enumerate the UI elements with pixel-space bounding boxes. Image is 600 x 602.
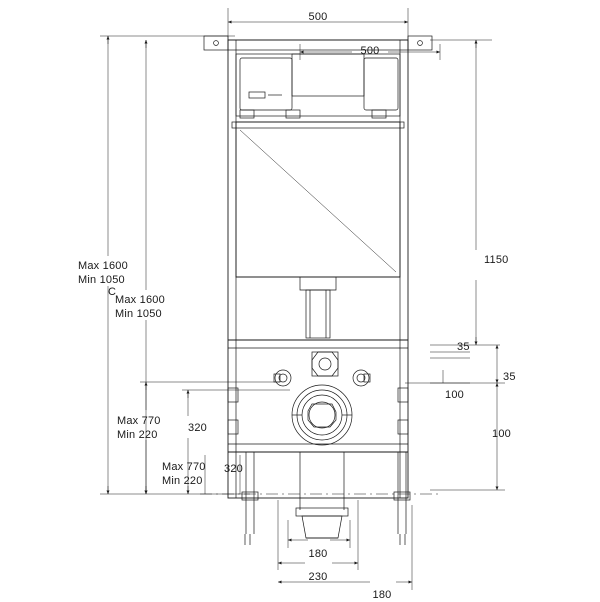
dimension-label-left-low-max-secondary: Max 770: [162, 461, 206, 473]
dimension-label-left-low-min: Min 220: [117, 429, 158, 441]
dimension-label-320-secondary: 320: [224, 463, 243, 475]
dimension-label-bottom-180-inner: 180: [308, 548, 328, 560]
dimension-label-top-width-outer: 500: [308, 11, 328, 23]
dimension-label-left-height-min-secondary: Min 1050: [115, 308, 162, 320]
dimension-label-marker-c: C: [108, 286, 117, 298]
dimension-label-left-height-max: Max 1600: [78, 260, 128, 272]
dimension-label-bottom-180-outer: 180: [372, 589, 392, 601]
dimension-label-offset-100-right: 100: [492, 428, 511, 440]
dimension-label-320: 320: [188, 422, 207, 434]
dimension-label-left-low-max: Max 770: [117, 415, 161, 427]
dimension-label-bottom-230: 230: [308, 571, 328, 583]
dimension-label-offset-35-top: 35: [457, 341, 470, 353]
dimension-label-offset-100-inner: 100: [445, 389, 464, 401]
dimension-label-right-height-1150: 1150: [484, 254, 509, 266]
dimension-label-top-width-inner: 500: [360, 45, 380, 57]
dimension-label-left-height-min: Min 1050: [78, 274, 125, 286]
dimension-label-left-height-max-secondary: Max 1600: [115, 294, 165, 306]
dimension-label-left-low-min-secondary: Min 220: [162, 475, 203, 487]
dimension-label-offset-35-right: 35: [503, 371, 516, 383]
